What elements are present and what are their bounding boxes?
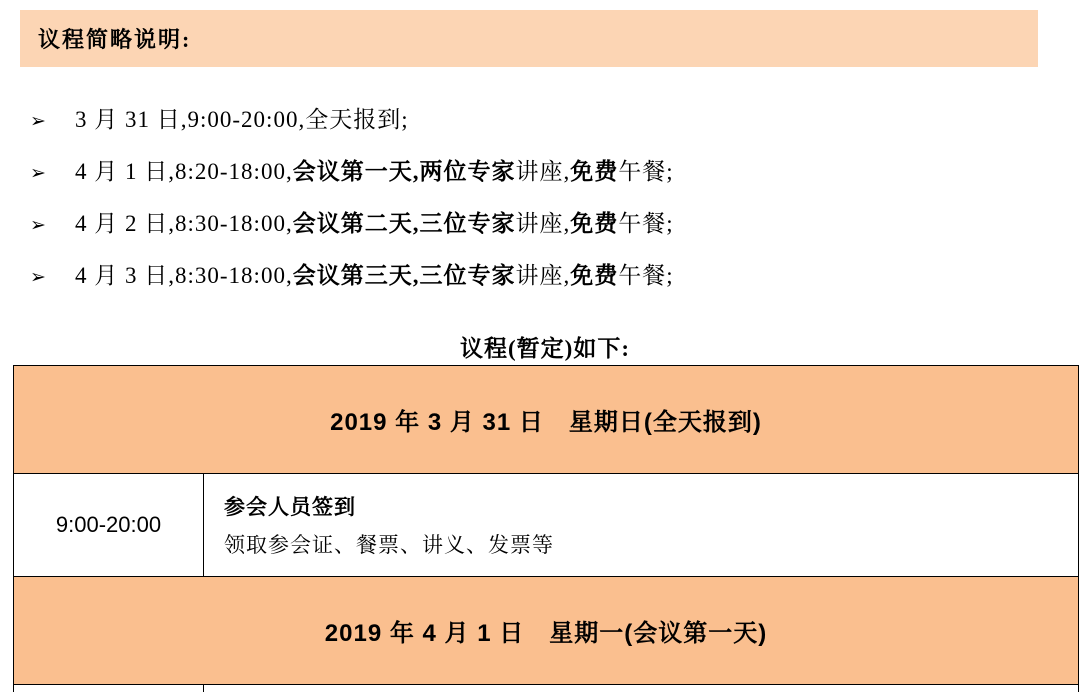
bullet-text-segment: 4 月 3 日,8:30-18:00, — [75, 263, 293, 288]
description-cell — [204, 685, 1079, 692]
bullet-arrow-icon: ➢ — [30, 266, 47, 288]
table-row — [14, 474, 1079, 577]
table-row — [14, 685, 1079, 692]
bullet-arrow-icon: ➢ — [30, 214, 47, 236]
bullet-text-segment: 3 月 31 日,9:00-20:00,全天报到; — [75, 107, 409, 132]
agenda-bullet-item — [30, 205, 1070, 257]
bullet-text — [75, 101, 409, 134]
table-section-header-row — [14, 366, 1079, 474]
agenda-table — [13, 365, 1079, 692]
agenda-bullet-list — [30, 101, 1070, 309]
bullet-text-segment: 会议第三天,三位专家 — [292, 263, 516, 288]
agenda-heading: 议程(暂定)如下: — [460, 336, 630, 361]
bullet-text-segment: 午餐; — [618, 211, 674, 236]
time-cell: 9:00-20:00 — [14, 474, 204, 577]
bullet-text-segment: 午餐; — [618, 159, 674, 184]
bullet-text-segment: 会议第一天,两位专家 — [292, 159, 516, 184]
section-header-cell: 2019 年 3 月 31 日 星期日(全天报到) — [14, 366, 1079, 474]
bullet-text-segment: 免费 — [570, 159, 619, 184]
table-section-header-row — [14, 577, 1079, 685]
event-title: 参会人员签到 — [224, 495, 356, 519]
bullet-text-segment: 讲座, — [515, 211, 571, 236]
agenda-bullet-item — [30, 153, 1070, 205]
bullet-arrow-icon: ➢ — [30, 162, 47, 184]
agenda-bullet-item — [30, 101, 1070, 153]
bullet-text-segment: 4 月 1 日,8:20-18:00, — [75, 159, 293, 184]
section-header-cell: 2019 年 4 月 1 日 星期一(会议第一天) — [14, 577, 1079, 685]
bullet-text — [75, 153, 674, 186]
bullet-text — [75, 205, 674, 238]
event-detail: 领取参会证、餐票、讲义、发票等 — [224, 533, 554, 557]
bullet-text-segment: 免费 — [570, 263, 619, 288]
description-cell — [204, 474, 1079, 577]
banner-title: 议程简略说明: — [38, 27, 192, 52]
bullet-text-segment: 免费 — [570, 211, 619, 236]
bullet-text-segment: 讲座, — [515, 263, 571, 288]
bullet-arrow-icon: ➢ — [30, 110, 47, 132]
bullet-text-segment: 讲座, — [515, 159, 571, 184]
agenda-summary-banner — [20, 10, 1038, 67]
bullet-text-segment: 午餐; — [618, 263, 674, 288]
bullet-text-segment: 会议第二天,三位专家 — [292, 211, 516, 236]
bullet-text — [75, 257, 674, 290]
agenda-bullet-item — [30, 257, 1070, 309]
bullet-text-segment: 4 月 2 日,8:30-18:00, — [75, 211, 293, 236]
time-cell — [14, 685, 204, 692]
